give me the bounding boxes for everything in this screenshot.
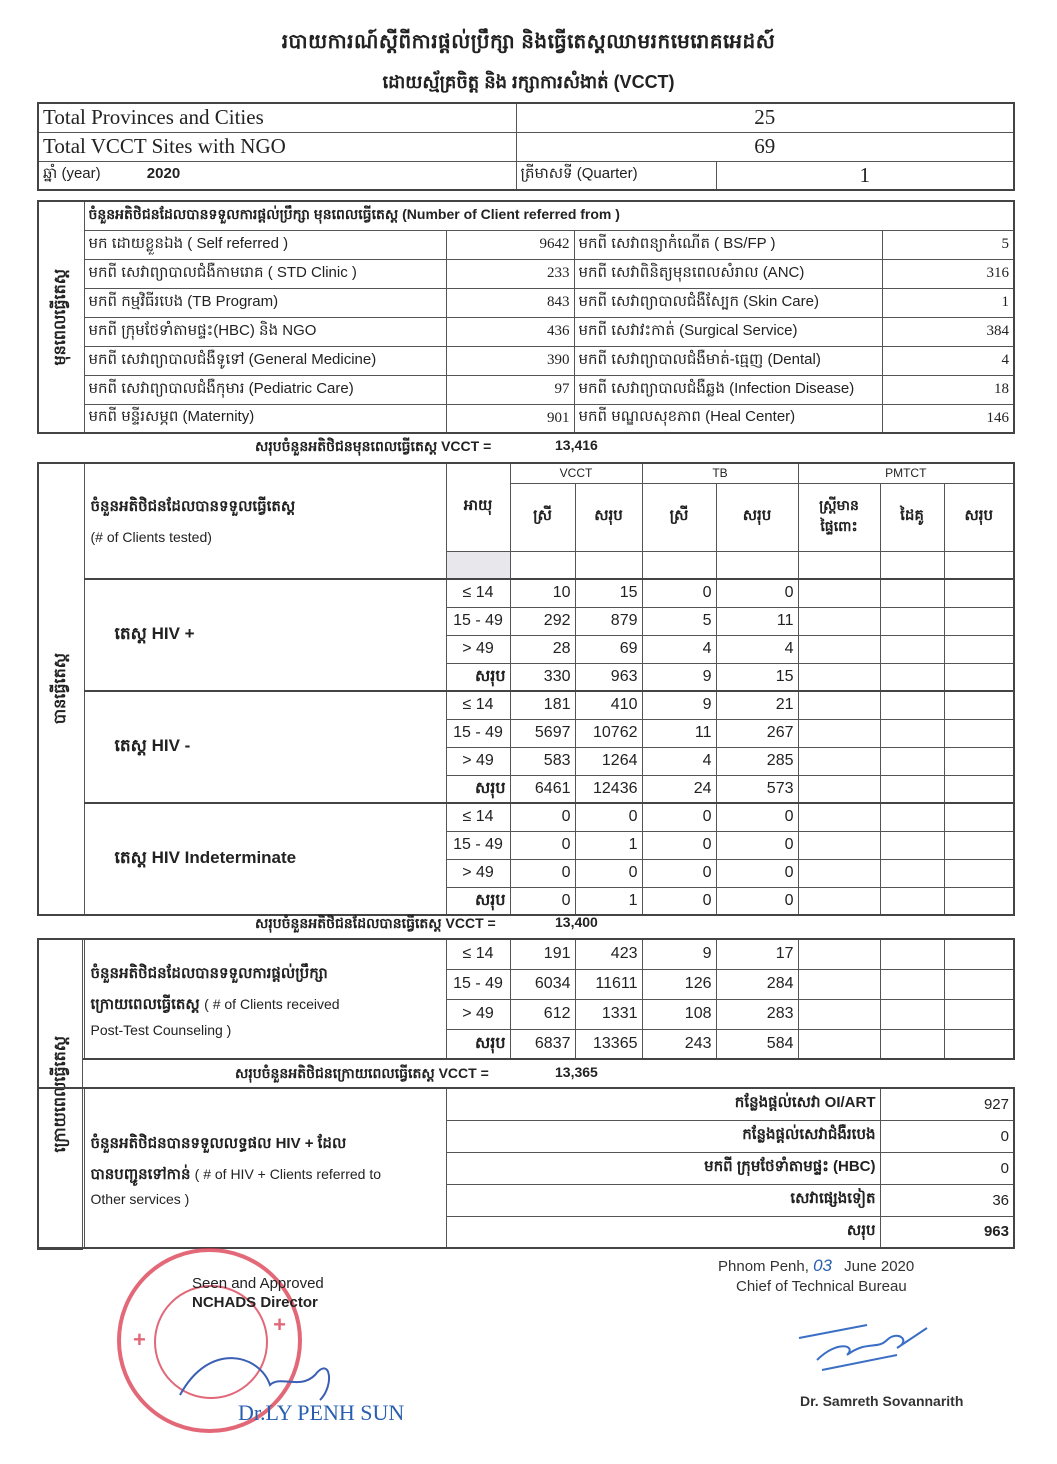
vcct-female: 6837: [510, 1029, 575, 1059]
service-label: សេវាផ្សេងទៀត: [446, 1184, 880, 1216]
tb-female: 0: [642, 579, 716, 607]
pmtct-cell: [944, 775, 1014, 803]
vcct-female: 6461: [510, 775, 575, 803]
issuer-block: [718, 1256, 914, 1297]
table-row: [38, 579, 1014, 607]
tb-female: 9: [642, 939, 716, 969]
service-label: កន្លែងផ្តល់សេវាជំងឺរបេង: [446, 1120, 880, 1152]
blank-cell: [944, 551, 1014, 579]
pre-test-side-label: មុនពេលធ្វើតេស្ត: [52, 268, 70, 366]
tb-total: 0: [716, 831, 798, 859]
col-vcct-total: សរុប: [575, 483, 642, 551]
signature-right-icon: [797, 1320, 932, 1375]
referred-out-heading-cell: [84, 1088, 446, 1248]
tb-female: 11: [642, 719, 716, 747]
tested-total-value: 13,400: [555, 914, 598, 930]
referral-label: មកពី សេវាព្យាបាលជំងឺកាមរោគ ( STD Clinic ): [84, 259, 446, 288]
quarter-label: ត្រីមាសទី (Quarter): [516, 161, 716, 190]
referral-label: មកពី សេវាវះកាត់ (Surgical Service): [574, 317, 882, 346]
vcct-total: 1: [575, 831, 642, 859]
referral-label: មកពី សេវាពន្យាកំណើត ( BS/FP ): [574, 230, 882, 259]
tb-group-header: TB: [642, 463, 798, 483]
vcct-total: 12436: [575, 775, 642, 803]
vcct-female: 10: [510, 579, 575, 607]
referral-value: 18: [882, 375, 1014, 404]
pmtct-cell: [798, 663, 880, 691]
report-subtitle: ដោយស្ម័គ្រចិត្ត និង រក្សាការសំងាត់ (VCCT): [382, 72, 675, 92]
blank-cell: [446, 551, 510, 579]
age-cell: 15 - 49: [446, 607, 510, 635]
referral-value: 97: [446, 375, 574, 404]
pmtct-cell: [880, 939, 944, 969]
pmtct-cell: [798, 859, 880, 887]
pre-test-total: [255, 437, 598, 458]
referral-value: 316: [882, 259, 1014, 288]
tb-total: 4: [716, 635, 798, 663]
col-pmtct-pregnant: ស្ត្រីមានផ្ទៃពោះ: [798, 483, 880, 551]
pmtct-cell: [880, 607, 944, 635]
pmtct-cell: [880, 887, 944, 915]
sum-label: សរុប: [446, 663, 510, 691]
table-row: [38, 346, 1014, 375]
referral-value: 436: [446, 317, 574, 346]
tb-female: 4: [642, 747, 716, 775]
service-value: 927: [880, 1088, 1014, 1120]
vcct-total: 15: [575, 579, 642, 607]
sites-value: 69: [516, 132, 1014, 161]
table-row: [38, 404, 1014, 433]
referral-value: 1: [882, 288, 1014, 317]
tb-total: 0: [716, 887, 798, 915]
group-label-hiv-indeterminate: តេស្ត HIV Indeterminate: [84, 803, 446, 915]
table-row: [38, 1088, 1014, 1120]
sum-label: សរុប: [446, 775, 510, 803]
pmtct-cell: [798, 969, 880, 999]
pmtct-cell: [798, 607, 880, 635]
group-label-hiv-negative: តេស្ត HIV -: [84, 691, 446, 803]
vcct-female: 0: [510, 803, 575, 831]
tb-total: 285: [716, 747, 798, 775]
table-row: [38, 691, 1014, 719]
col-tb-total: សរុប: [716, 483, 798, 551]
tested-heading-cell: [84, 463, 446, 579]
table-row: [38, 803, 1014, 831]
pmtct-cell: [880, 719, 944, 747]
tb-female: 0: [642, 803, 716, 831]
table-row: [38, 375, 1014, 404]
day: 03: [813, 1256, 832, 1275]
age-cell: 15 - 49: [446, 719, 510, 747]
age-header: អាយុ: [446, 463, 510, 551]
pmtct-cell: [880, 803, 944, 831]
col-tb-female: ស្រី: [642, 483, 716, 551]
service-label: មកពី ក្រុមថែទាំតាមផ្ទះ (HBC): [446, 1152, 880, 1184]
pre-test-total-label: សរុបចំនួនអតិថិជនមុនពេលធ្វើតេស្ត VCCT =: [255, 438, 492, 454]
post-test-total: [235, 1064, 598, 1085]
pmtct-cell: [798, 635, 880, 663]
vcct-female: 6034: [510, 969, 575, 999]
vcct-group-header: VCCT: [510, 463, 642, 483]
pmtct-cell: [798, 579, 880, 607]
post-test-total-label: សរុបចំនួនអតិថិជនក្រោយពេលធ្វើតេស្ត VCCT =: [235, 1065, 489, 1081]
tested-total: [255, 914, 598, 935]
pmtct-cell: [880, 691, 944, 719]
cross-icon: +: [133, 1327, 146, 1352]
post-test-heading-cell: [84, 939, 446, 1059]
tb-total: 573: [716, 775, 798, 803]
approval-block: [192, 1274, 324, 1312]
referral-label: មកពី សេវាព្យាបាលជំងឺស្បែក (Skin Care): [574, 288, 882, 317]
pmtct-cell: [880, 663, 944, 691]
age-cell: > 49: [446, 859, 510, 887]
age-cell: > 49: [446, 747, 510, 775]
pmtct-cell: [944, 607, 1014, 635]
table-row: [38, 317, 1014, 346]
pmtct-cell: [798, 719, 880, 747]
service-label: កន្លែងផ្តល់សេវា OI/ART: [446, 1088, 880, 1120]
col-vcct-female: ស្រី: [510, 483, 575, 551]
pmtct-cell: [880, 859, 944, 887]
pmtct-cell: [880, 775, 944, 803]
group-label-hiv-positive: តេស្ត HIV +: [84, 579, 446, 691]
pmtct-cell: [798, 831, 880, 859]
sum-label: សរុប: [446, 1029, 510, 1059]
vcct-female: 0: [510, 887, 575, 915]
pmtct-cell: [944, 719, 1014, 747]
provinces-label: Total Provinces and Cities: [38, 103, 516, 132]
blank-cell: [510, 551, 575, 579]
referral-value: 390: [446, 346, 574, 375]
pmtct-cell: [798, 803, 880, 831]
referral-label: មកពី សេវាព្យាបាលជំងឺទូទៅ (General Medicine): [84, 346, 446, 375]
vcct-female: 191: [510, 939, 575, 969]
age-cell: > 49: [446, 635, 510, 663]
pmtct-cell: [798, 999, 880, 1029]
table-row: [38, 939, 1014, 969]
cross-icon: +: [273, 1312, 286, 1337]
tb-total: 0: [716, 579, 798, 607]
year-value: 2020: [146, 165, 181, 183]
pmtct-cell: [944, 859, 1014, 887]
vcct-total: 69: [575, 635, 642, 663]
vcct-female: 292: [510, 607, 575, 635]
referral-label: មកពី សេវាព្យាបាលជំងឺកុមារ (Pediatric Care): [84, 375, 446, 404]
tb-total: 17: [716, 939, 798, 969]
pmtct-cell: [944, 939, 1014, 969]
table-row: [38, 230, 1014, 259]
pmtct-cell: [944, 969, 1014, 999]
sites-label: Total VCCT Sites with NGO: [38, 132, 516, 161]
vcct-total: 13365: [575, 1029, 642, 1059]
vcct-total: 410: [575, 691, 642, 719]
referral-value: 9642: [446, 230, 574, 259]
approval-line1: Seen and Approved: [192, 1275, 324, 1292]
vcct-total: 0: [575, 803, 642, 831]
post-test-side-label: ក្រោយពេលធ្វើតេស្ត: [51, 1035, 69, 1153]
blank-cell: [880, 551, 944, 579]
referral-label: មកពី សេវាពិនិត្យមុនពេលសំរាល (ANC): [574, 259, 882, 288]
referred-out-table: [37, 1087, 1015, 1249]
referral-label: មកពី សេវាព្យាបាលជំងឺឆ្លង (Infection Disease): [574, 375, 882, 404]
age-cell: > 49: [446, 999, 510, 1029]
tested-side-cell: [38, 463, 84, 915]
pmtct-cell: [880, 1029, 944, 1059]
pmtct-cell: [880, 635, 944, 663]
tb-female: 108: [642, 999, 716, 1029]
blank-cell: [716, 551, 798, 579]
referral-label: មក ដោយខ្លួនឯង ( Self referred ): [84, 230, 446, 259]
quarter-value: 1: [716, 161, 1014, 190]
pmtct-cell: [798, 887, 880, 915]
approval-line2: NCHADS Director: [192, 1294, 318, 1311]
tb-female: 9: [642, 691, 716, 719]
pmtct-cell: [798, 691, 880, 719]
vcct-total: 10762: [575, 719, 642, 747]
service-total-value: 963: [880, 1216, 1014, 1248]
pmtct-cell: [880, 579, 944, 607]
pmtct-cell: [944, 999, 1014, 1029]
signature-left-icon: [170, 1345, 340, 1405]
tb-female: 243: [642, 1029, 716, 1059]
referred-out-heading-en2: Other services ): [90, 1190, 190, 1207]
tested-total-label: សរុបចំនួនអតិថិជនដែលបានធ្វើតេស្ត VCCT =: [255, 915, 496, 931]
pmtct-cell: [944, 831, 1014, 859]
pmtct-cell: [880, 969, 944, 999]
pmtct-cell: [944, 1029, 1014, 1059]
referral-value: 233: [446, 259, 574, 288]
vcct-total: 11611: [575, 969, 642, 999]
pmtct-cell: [880, 831, 944, 859]
table-row: [38, 288, 1014, 317]
blank-cell: [642, 551, 716, 579]
col-pmtct-partner: ដៃគូ: [880, 483, 944, 551]
post-test-heading-km2: ក្រោយពេលធ្វើតេស្ត: [90, 995, 200, 1013]
tb-total: 11: [716, 607, 798, 635]
vcct-female: 0: [510, 831, 575, 859]
pmtct-cell: [944, 579, 1014, 607]
tested-heading-en: (# of Clients tested): [90, 529, 212, 545]
tb-total: 21: [716, 691, 798, 719]
referred-out-heading-km2: បានបញ្ជូនទៅកាន់: [90, 1165, 191, 1183]
post-test-total-value: 13,365: [555, 1064, 598, 1080]
pmtct-cell: [944, 635, 1014, 663]
referral-label: មកពី ក្រុមថែទាំតាមផ្ទះ(HBC) និង NGO: [84, 317, 446, 346]
tb-total: 0: [716, 803, 798, 831]
post-test-heading-en1: ( # of Clients received: [204, 995, 340, 1012]
vcct-female: 583: [510, 747, 575, 775]
vcct-female: 0: [510, 859, 575, 887]
tb-female: 9: [642, 663, 716, 691]
pmtct-cell: [944, 803, 1014, 831]
vcct-total: 963: [575, 663, 642, 691]
blank-cell: [798, 551, 880, 579]
director-name: Dr.LY PENH SUN: [238, 1400, 405, 1425]
tb-total: 284: [716, 969, 798, 999]
pmtct-cell: [798, 1029, 880, 1059]
service-value: 0: [880, 1120, 1014, 1152]
tb-total: 267: [716, 719, 798, 747]
place: Phnom Penh,: [718, 1258, 809, 1275]
pre-test-total-value: 13,416: [555, 437, 598, 453]
vcct-total: 879: [575, 607, 642, 635]
report-title: របាយការណ៍ស្តីពីការផ្តល់ប្រឹក្សា និងធ្វើតេស្តឈាមរកមេរោគអេដស៍: [281, 31, 776, 53]
pmtct-cell: [944, 691, 1014, 719]
tb-total: 0: [716, 859, 798, 887]
post-test-heading-km1: ចំនួនអតិថិជនដែលបានទទួលការផ្តល់ប្រឹក្សា: [90, 964, 328, 982]
tb-female: 0: [642, 831, 716, 859]
month-year: June 2020: [844, 1258, 915, 1275]
referral-value: 901: [446, 404, 574, 433]
referral-value: 5: [882, 230, 1014, 259]
tb-female: 5: [642, 607, 716, 635]
referral-value: 146: [882, 404, 1014, 433]
tested-side-label: បានធ្វើតេស្ត: [52, 653, 70, 725]
referred-out-heading-en1: ( # of HIV + Clients referred to: [194, 1165, 382, 1182]
pmtct-cell: [944, 663, 1014, 691]
tested-table: [37, 462, 1015, 916]
tested-heading-km: ចំនួនអតិថិជនដែលបានទទួលធ្វើតេស្ត: [90, 498, 296, 515]
age-cell: 15 - 49: [446, 831, 510, 859]
vcct-total: 1: [575, 887, 642, 915]
age-cell: ≤ 14: [446, 691, 510, 719]
vcct-total: 0: [575, 859, 642, 887]
pre-test-referral-table: [37, 200, 1015, 434]
referral-value: 384: [882, 317, 1014, 346]
pmtct-cell: [944, 747, 1014, 775]
year-label: ឆ្នាំ (year): [43, 165, 101, 183]
tb-total: 584: [716, 1029, 798, 1059]
chief-name: Dr. Samreth Sovannarith: [800, 1393, 964, 1409]
referred-out-heading-km1: ចំនួនអតិថិជនបានទទួលលទ្ធផល HIV + ដែល: [90, 1134, 347, 1152]
vcct-total: 1331: [575, 999, 642, 1029]
vcct-female: 612: [510, 999, 575, 1029]
vcct-female: 181: [510, 691, 575, 719]
referral-value: 843: [446, 288, 574, 317]
referral-label: មកពី មណ្ឌលសុខភាព (Heal Center): [574, 404, 882, 433]
issuer-title: Chief of Technical Bureau: [736, 1278, 907, 1295]
post-test-table: [37, 938, 1015, 1060]
age-cell: ≤ 14: [446, 803, 510, 831]
vcct-female: 28: [510, 635, 575, 663]
referral-label: មកពី សេវាព្យាបាលជំងឺមាត់-ធ្មេញ (Dental): [574, 346, 882, 375]
spacer-cell: [38, 1088, 84, 1248]
tb-female: 0: [642, 887, 716, 915]
pre-test-heading: ចំនួនអតិថិជនដែលបានទទួលការផ្តល់ប្រឹក្សា មុនពេលធ្វើតេស្ត (Number of Client referred from ): [84, 201, 1014, 230]
tb-female: 4: [642, 635, 716, 663]
pmtct-cell: [798, 939, 880, 969]
tb-female: 0: [642, 859, 716, 887]
year-cell: [38, 161, 516, 190]
referral-label: មកពី កម្មវិធីរបេង (TB Program): [84, 288, 446, 317]
summary-table: [37, 102, 1015, 191]
tb-female: 126: [642, 969, 716, 999]
tb-total: 283: [716, 999, 798, 1029]
age-cell: ≤ 14: [446, 579, 510, 607]
blank-cell: [575, 551, 642, 579]
tb-total: 15: [716, 663, 798, 691]
pmtct-group-header: PMTCT: [798, 463, 1014, 483]
post-test-heading-en2: Post-Test Counseling ): [90, 1021, 232, 1038]
provinces-value: 25: [516, 103, 1014, 132]
vcct-female: 5697: [510, 719, 575, 747]
service-total-label: សរុប: [446, 1216, 880, 1248]
pmtct-cell: [798, 747, 880, 775]
service-value: 0: [880, 1152, 1014, 1184]
pmtct-cell: [944, 887, 1014, 915]
vcct-total: 1264: [575, 747, 642, 775]
tb-female: 24: [642, 775, 716, 803]
vcct-female: 330: [510, 663, 575, 691]
table-row: [38, 259, 1014, 288]
pmtct-cell: [798, 775, 880, 803]
referral-label: មកពី មន្ទីរសម្ភព (Maternity): [84, 404, 446, 433]
age-cell: ≤ 14: [446, 939, 510, 969]
sum-label: សរុប: [446, 887, 510, 915]
service-value: 36: [880, 1184, 1014, 1216]
referral-value: 4: [882, 346, 1014, 375]
vcct-total: 423: [575, 939, 642, 969]
pre-test-side-cell: [38, 201, 84, 433]
age-cell: 15 - 49: [446, 969, 510, 999]
col-pmtct-total: សរុប: [944, 483, 1014, 551]
pmtct-cell: [880, 999, 944, 1029]
pmtct-cell: [880, 747, 944, 775]
